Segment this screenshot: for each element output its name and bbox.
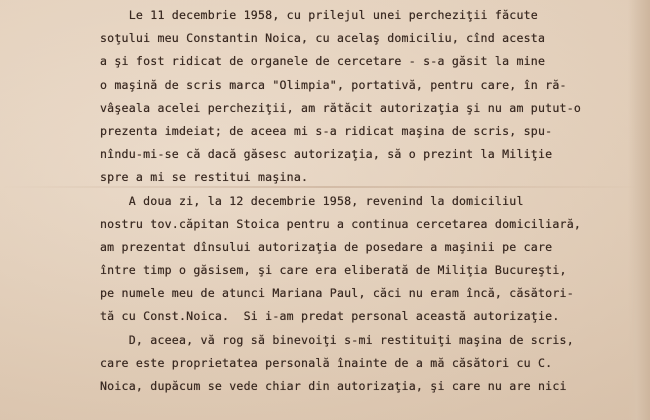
text-line: am prezentat dînsului autorizaţia de posedare a maşinii pe care xyxy=(100,239,553,254)
text-line: nostru tov.căpitan Stoica pentru a continua cercetarea domiciliară, xyxy=(100,216,582,231)
text-line: spre a mi se restitui maşina. xyxy=(100,170,309,185)
text-line: Le 11 decembrie 1958, cu prilejul unei percheziţii făcute xyxy=(100,8,538,22)
text-line: A doua zi, la 12 decembrie 1958, revenind la domiciliul xyxy=(100,193,524,208)
text-line: tă cu Const.Noica. Si i-am predat personal această autorizaţie. xyxy=(100,309,560,324)
text-line: nîndu-mi-se că dacă găsesc autorizaţia, să o prezint la Miliţie xyxy=(100,147,553,162)
text-line: între timp o găsisem, şi care era eliberată de Miliţia Bucureşti, xyxy=(100,263,567,278)
typed-letter-body xyxy=(100,4,640,398)
text-line: o maşină de scris marca "Olimpia", portativă, pentru care, în ră- xyxy=(100,77,567,92)
text-line: soţului meu Constantin Noica, cu acelaş domiciliu, cînd acesta xyxy=(100,31,546,46)
text-line: prezenta imdeiat; de aceea mi s-a ridicat maşina de scris, spu- xyxy=(100,123,553,138)
text-line: Noica, dupăcum se vede chiar din autorizaţia, şi care nu are nici xyxy=(100,379,567,393)
text-line: D, aceea, vă rog să binevoiţi s-mi restituiţi maşina de scris, xyxy=(100,332,574,347)
text-line: a şi fost ridicat de organele de cercetare - s-a găsit la mine xyxy=(100,54,546,69)
text-line: vâşeala acelei percheziţii, am rătăcit autorizaţia şi nu am putut-o xyxy=(100,100,582,115)
text-line: pe numele meu de atunci Mariana Paul, căci nu eram încă, căsători- xyxy=(100,286,574,301)
text-line: care este proprietatea personală înainte de a mă căsători cu C. xyxy=(100,355,553,370)
